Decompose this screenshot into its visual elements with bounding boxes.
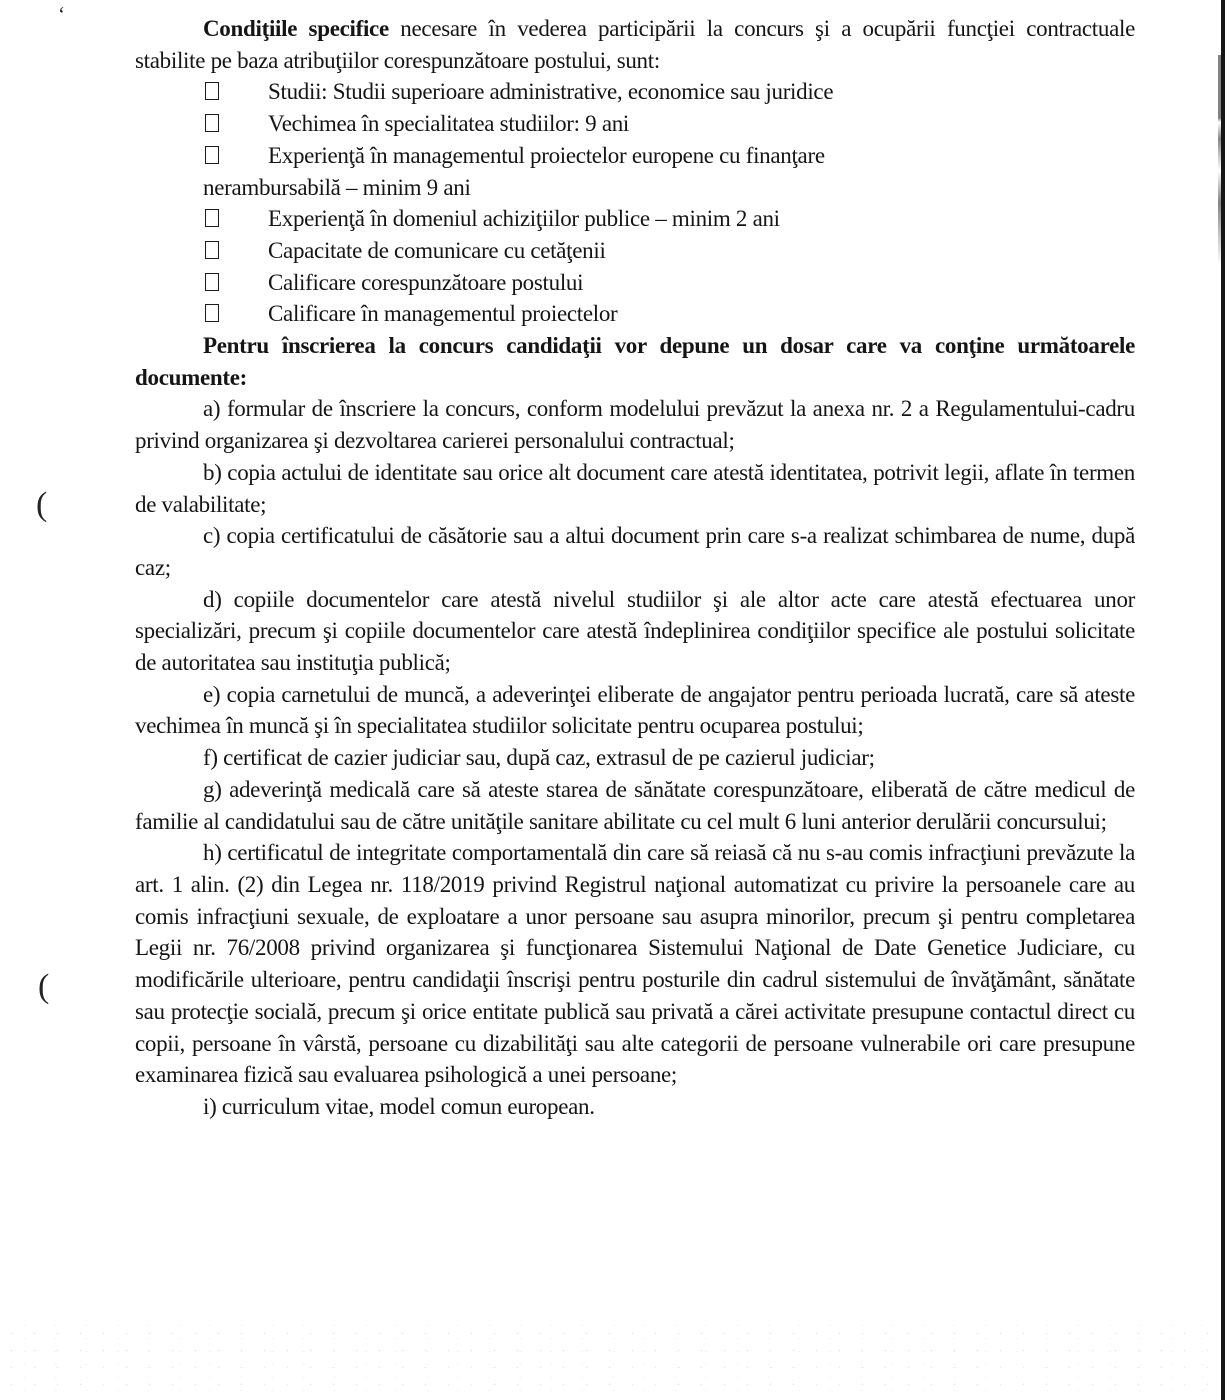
scan-artifact-tick: ‘ <box>58 2 65 26</box>
checklist-item <box>135 235 1135 267</box>
checklist-item <box>135 298 1135 330</box>
document-paragraph-a: a) formular de înscriere la concurs, conform modelului prevăzut la anexa nr. 2 a Regulamentului-cadru privind organizarea şi dezvoltarea carierei personalului contractual; <box>135 396 1135 454</box>
document-paragraph-c: c) copia certificatului de căsătorie sau a altui document prin care s-a realizat schimbarea de nume, după caz; <box>135 523 1135 580</box>
checklist-item <box>135 108 1135 140</box>
intro-paragraph <box>135 13 1135 76</box>
checklist-item-text: Calificare în managementul proiectelor <box>268 301 618 327</box>
checklist-item-text: Calificare corespunzătoare postului <box>268 269 584 295</box>
document-paragraph-d: d) copiile documentelor care atestă nivelul studiilor şi ale altor acte care atestă efectuarea unor specializări, precum şi copiile documentelor care atestă îndeplinirea condiţiilor specifice ale postului solicitate de autoritatea sau instituţia publică; <box>135 586 1135 676</box>
section-heading: Pentru înscrierea la concurs candidaţii vor depune un dosar care va conţine următoarele documente: <box>135 333 1135 390</box>
checkbox-icon <box>205 82 219 100</box>
checklist-item-text: Studii: Studii superioare administrative, economice sau juridice <box>268 79 834 105</box>
document-paragraph-g: g) adeverinţă medicală care să ateste starea de sănătate corespunzătoare, eliberată de către medicul de familie al candidatului sau de către unităţile sanitare abilitate cu cel mult 6 luni anterior derulării concursului; <box>135 776 1135 834</box>
checklist-item <box>135 267 1135 299</box>
document-paragraph-b: b) copia actului de identitate sau orice alt document care atestă identitatea, potrivit legii, aflate în termen de valabilitate; <box>135 459 1135 517</box>
scan-artifact-parenthesis-2: ( <box>38 968 50 1005</box>
scan-noise-artifact <box>0 1325 1222 1397</box>
intro-bold-text: Condiţiile specifice <box>203 16 389 41</box>
checkbox-icon <box>205 273 219 291</box>
checklist-item-continuation: nerambursabilă – minim 9 ani <box>203 174 471 200</box>
intro-regular-text: necesare în vederea participării la concurs şi a ocupării funcţiei contractuale stabilite pe baza atribuţiilor corespunzătoare postului, sunt: <box>135 16 1135 73</box>
checklist-item <box>135 140 1135 172</box>
scan-artifact-parenthesis-1: ( <box>36 486 48 523</box>
checkbox-icon <box>205 241 219 259</box>
scan-edge-line <box>1221 0 1225 1400</box>
checklist-item-text: Vechimea în specialitatea studiilor: 9 ani <box>268 111 630 137</box>
checkbox-icon <box>205 304 219 322</box>
checklist-item <box>135 203 1135 235</box>
checklist-item <box>135 76 1135 108</box>
checkbox-icon <box>205 146 219 164</box>
document-paragraph-f: f) certificat de cazier judiciar sau, după caz, extrasul de pe cazierul judiciar; <box>203 745 875 771</box>
checklist-item-text: Experienţă în domeniul achiziţiilor publice – minim 2 ani <box>268 206 780 232</box>
document-body <box>135 13 1135 1123</box>
checkbox-icon <box>205 209 219 227</box>
document-paragraph-i: i) curriculum vitae, model comun european. <box>203 1093 595 1119</box>
requirements-checklist <box>135 76 1135 330</box>
checklist-item-text: Capacitate de comunicare cu cetăţenii <box>268 237 606 263</box>
document-paragraph-e: e) copia carnetului de muncă, a adeverinţei eliberate de angajator pentru perioada lucrată, care să ateste vechimea în muncă şi în specialitatea studiilor solicitate pentru ocuparea postului; <box>135 681 1135 739</box>
document-paragraph-h: h) certificatul de integritate comportamentală din care să reiasă că nu s-au comis infracţiuni prevăzute la art. 1 alin. (2) din Legea nr. 118/2019 privind Registrul naţional automatizat cu privire la persoanele care au comis infracţiuni sexuale, de exploatare a unor persoane sau asupra minorilor, precum şi pentru completarea Legii nr. 76/2008 privind organizarea şi funcţionarea Sistemului Naţional de Date Genetice Judiciare, cu modificările ulterioare, pentru candidaţii înscrişi pentru posturile din cadrul sistemului de învăţământ, sănătate sau protecţie socială, precum şi orice entitate publică sau privată a cărei activitate presupune contactul direct cu copii, persoane în vârstă, persoane cu dizabilităţi sau alte categorii de persoane vulnerabile ori care presupune examinarea fizică sau evaluarea psihologică a unei persoane; <box>135 840 1135 1088</box>
checkbox-icon <box>205 114 219 132</box>
checklist-item-text: Experienţă în managementul proiectelor europene cu finanţare <box>268 142 825 168</box>
